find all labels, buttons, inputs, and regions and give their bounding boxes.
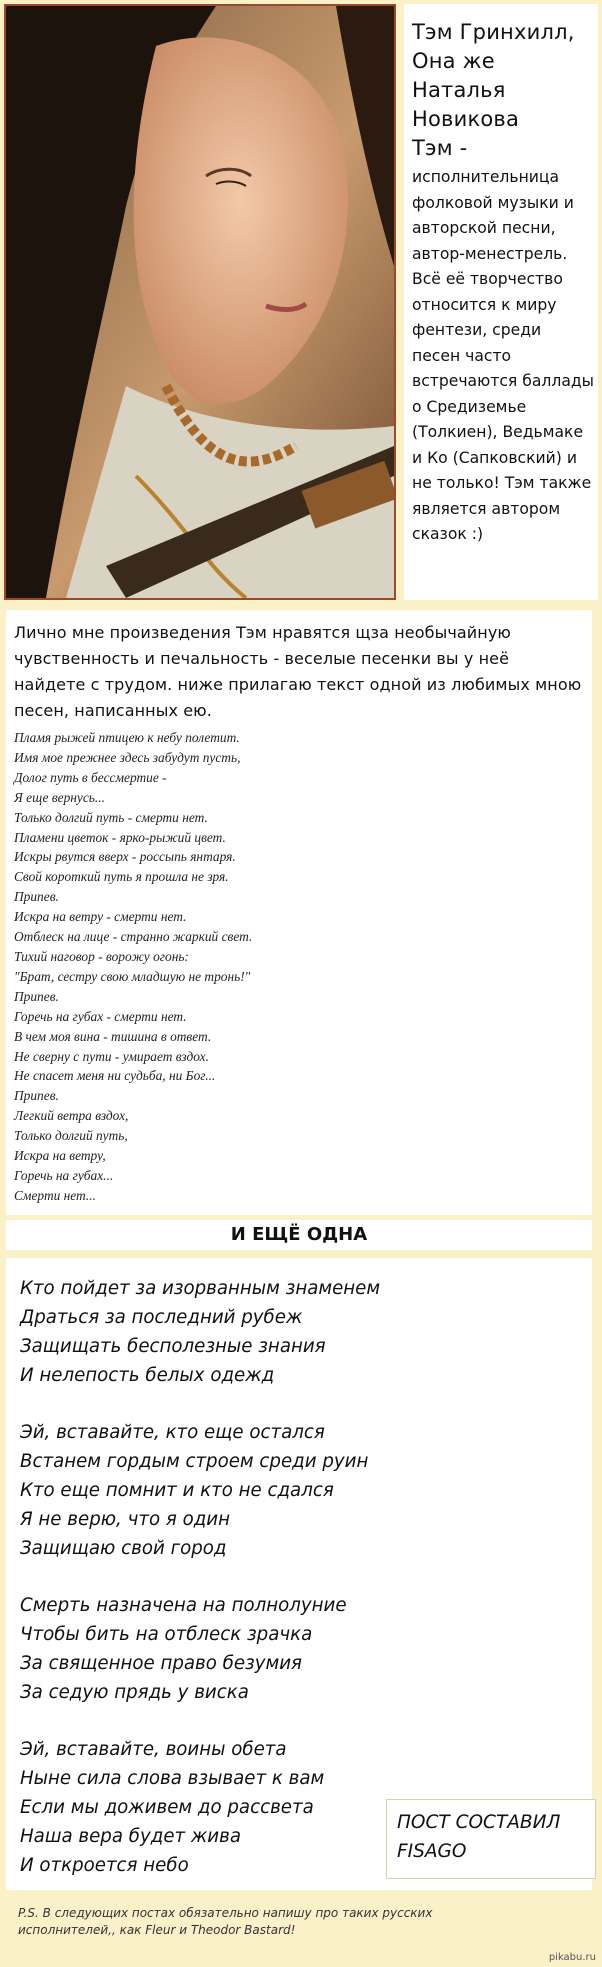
lyric-line: Я не верю, что я один — [20, 1509, 230, 1530]
author-credit: ПОСТ СОСТАВИЛ FISAGO — [386, 1799, 596, 1879]
postscript: P.S. В следующих постах обязательно напишу про таких русских исполнителей,, как Fleur и Theodor Bastard! — [18, 1906, 433, 1937]
lyric-line: Защищаю свой город — [20, 1538, 227, 1559]
lyric-line: Отблеск на лице - странно жаркий свет. — [14, 929, 253, 945]
lyric-line: Искра на ветру, — [14, 1148, 106, 1164]
lyric-line: Смерти нет... — [14, 1187, 96, 1203]
bio-text: исполнительница фолковой музыки и авторской песни, автор-менестрель. Всё её творчество относится к миру фентези, среди песен часто встречаются баллады о Средиземье (Толкиен), Ведьмаке и Ко (Сапковский) и не только! Тэм также является автором сказок :) — [412, 168, 594, 543]
lyric-line: Искры рвутся вверх - россыпь янтаря. — [14, 849, 236, 865]
stanza — [20, 1274, 580, 1390]
intro-text: Лично мне произведения Тэм нравятся щза необычайную чувственность и печальность - веселые песенки вы у неё найдете с трудом. ниже прилагаю текст одной из любимых мною песен, написанных ею. — [14, 623, 582, 720]
lyric-line: Имя мое прежнее здесь забудут пусть, — [14, 749, 241, 765]
lyric-line: "Брат, сестру свою младшую не тронь!" — [14, 968, 251, 984]
stanza — [20, 1418, 580, 1563]
lyric-line: Припев. — [14, 1088, 59, 1104]
lyric-line: В чем моя вина - тишина в ответ. — [14, 1028, 212, 1044]
lyric-line: Кто еще помнит и кто не сдался — [20, 1480, 334, 1501]
song-one-box — [6, 610, 592, 1215]
lyric-line: Я еще вернусь... — [14, 789, 105, 805]
song-one-lyrics — [14, 728, 584, 1206]
lyric-line: Горечь на губах - смерти нет. — [14, 1008, 187, 1024]
lyric-line: Долог путь в бессмертие - — [14, 769, 167, 785]
bio-heading: Тэм Гринхилл, Она же Наталья Новикова Тэм - — [412, 20, 575, 160]
lyric-line: Чтобы бить на отблеск зрачка — [20, 1624, 313, 1645]
lyric-line: Драться за последний рубеж — [20, 1307, 303, 1328]
lyric-line: Кто пойдет за изорванным знаменем — [20, 1278, 381, 1299]
lyric-line: Горечь на губах... — [14, 1167, 114, 1183]
lyric-line: Только долгий путь - смерти нет. — [14, 809, 208, 825]
lyric-line: Эй, вставайте, кто еще остался — [20, 1422, 325, 1443]
lyric-line: За седую прядь у виска — [20, 1682, 249, 1703]
lyric-line: Легкий ветра вздох, — [14, 1108, 129, 1124]
lyric-line: Не спасет меня ни судьба, ни Бог... — [14, 1068, 216, 1084]
lyric-line: Встанем гордым строем среди руин — [20, 1451, 369, 1472]
song-two-box — [6, 1258, 592, 1890]
bio-box — [404, 4, 598, 600]
lyric-line: Не сверну с пути - умирает вздох. — [14, 1048, 209, 1064]
lyric-line: Смерть назначена на полнолуние — [20, 1595, 347, 1616]
lyric-line: Искра на ветру - смерти нет. — [14, 909, 187, 925]
lyric-line: Пламя рыжей птицею к небу полетит. — [14, 730, 240, 745]
lyric-line: Если мы доживем до рассвета — [20, 1797, 314, 1818]
stanza — [20, 1591, 580, 1707]
lyric-line: Припев. — [14, 889, 59, 905]
portrait-photo — [4, 4, 396, 600]
lyric-line: Наша вера будет жива — [20, 1826, 241, 1847]
lyric-line: Припев. — [14, 988, 59, 1004]
lyric-line: Ныне сила слова взывает к вам — [20, 1768, 325, 1789]
lyric-line: И нелепость белых одежд — [20, 1365, 275, 1386]
lyric-line: Свой короткий путь я прошла не зря. — [14, 869, 229, 885]
lyric-line: Только долгий путь, — [14, 1128, 128, 1144]
lyric-line: И откроется небо — [20, 1855, 189, 1876]
lyric-line: За священное право безумия — [20, 1653, 302, 1674]
lyric-line: Эй, вставайте, воины обета — [20, 1739, 287, 1760]
watermark: pikabu.ru — [548, 1952, 596, 1963]
section-heading: И ЕЩЁ ОДНА — [6, 1220, 592, 1250]
lyric-line: Защищать бесполезные знания — [20, 1336, 326, 1357]
lyric-line: Тихий наговор - ворожу огонь: — [14, 948, 189, 964]
lyric-line: Пламени цветок - ярко-рыжий цвет. — [14, 829, 226, 845]
